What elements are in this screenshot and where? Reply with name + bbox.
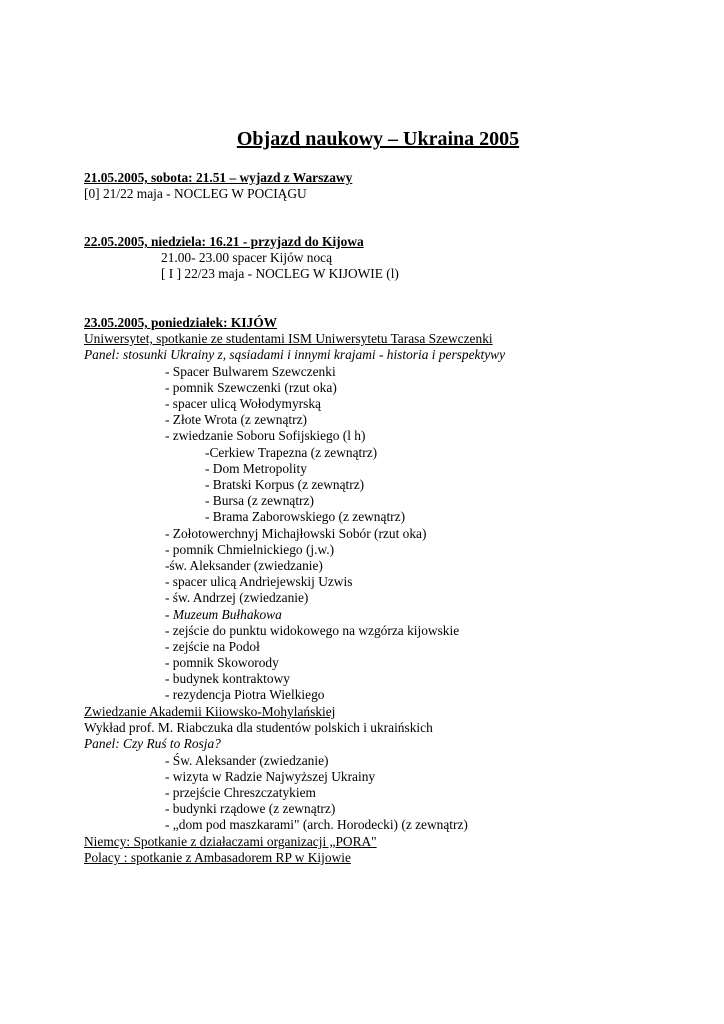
sub-list-item: - Bratski Korpus (z zewnątrz) bbox=[205, 477, 365, 492]
page-title: Objazd naukowy – Ukraina 2005 bbox=[236, 128, 520, 150]
list-item: - zejście do punktu widokowego na wzgórza kijowskie bbox=[165, 623, 460, 638]
list-item: - budynki rządowe (z zewnątrz) bbox=[165, 801, 336, 816]
list-item: - wizyta w Radzie Najwyższej Ukrainy bbox=[165, 769, 376, 784]
list-item: - pomnik Chmielnickiego (j.w.) bbox=[165, 542, 335, 557]
poles-meeting: Polacy : spotkanie z Ambasadorem RP w Kijowie bbox=[84, 850, 351, 865]
museum-dash: - bbox=[165, 607, 173, 622]
day1-heading: 21.05.2005, sobota: 21.51 – wyjazd z Warszawy bbox=[84, 170, 353, 185]
day2-night: [ I ] 22/23 maja - NOCLEG W KIJOWIE (l) bbox=[161, 266, 399, 281]
sub-list-item: - Dom Metropolity bbox=[205, 461, 307, 476]
list-item: - św. Andrzej (zwiedzanie) bbox=[165, 590, 309, 605]
list-item: - „dom pod maszkarami" (arch. Horodecki) (z zewnątrz) bbox=[165, 817, 468, 832]
museum-name: Muzeum Bułhakowa bbox=[172, 607, 282, 622]
lecture: Wykład prof. M. Riabczuka dla studentów polskich i ukraińskich bbox=[84, 720, 433, 735]
list-item: -św. Aleksander (zwiedzanie) bbox=[165, 558, 323, 573]
list-item: - spacer ulicą Andriejewskij Uzwis bbox=[165, 574, 353, 589]
list-item: - spacer ulicą Wołodymyrską bbox=[165, 396, 321, 411]
list-item: - Zołotowerchnyj Michajłowski Sobór (rzut oka) bbox=[165, 526, 427, 541]
list-item: - przejście Chreszczatykiem bbox=[165, 785, 316, 800]
panel-relations: Panel: stosunki Ukrainy z, sąsiadami i innymi krajami - historia i perspektywy bbox=[84, 347, 506, 362]
day1-night: [0] 21/22 maja - NOCLEG W POCIĄGU bbox=[84, 186, 307, 201]
germans-meeting: Niemcy: Spotkanie z działaczami organizacji „PORA" bbox=[84, 834, 377, 849]
list-item: - zejście na Podoł bbox=[165, 639, 260, 654]
list-item: - Spacer Bulwarem Szewczenki bbox=[165, 364, 336, 379]
list-item: - Św. Aleksander (zwiedzanie) bbox=[165, 753, 329, 768]
day2-walk: 21.00- 23.00 spacer Kijów nocą bbox=[161, 250, 333, 265]
list-item: - pomnik Szewczenki (rzut oka) bbox=[165, 380, 337, 395]
list-item: - Złote Wrota (z zewnątrz) bbox=[165, 412, 307, 427]
list-item: - rezydencja Piotra Wielkiego bbox=[165, 687, 325, 702]
university-meeting: Uniwersytet, spotkanie ze studentami ISM Uniwersytetu Tarasa Szewczenki bbox=[84, 331, 493, 346]
list-item: - budynek kontraktowy bbox=[165, 671, 290, 686]
academy-visit: Zwiedzanie Akademii Kiiowsko-Mohylańskiej bbox=[84, 704, 336, 719]
panel-rus: Panel: Czy Ruś to Rosja? bbox=[84, 736, 221, 751]
list-item: - zwiedzanie Soboru Sofijskiego (l h) bbox=[165, 428, 366, 443]
list-item-museum bbox=[165, 607, 282, 623]
day3-heading: 23.05.2005, poniedziałek: KIJÓW bbox=[84, 315, 278, 330]
list-item: - pomnik Skoworody bbox=[165, 655, 279, 670]
sub-list-item: -Cerkiew Trapezna (z zewnątrz) bbox=[205, 445, 378, 460]
sub-list-item: - Brama Zaborowskiego (z zewnątrz) bbox=[205, 509, 406, 524]
day2-heading: 22.05.2005, niedziela: 16.21 - przyjazd do Kijowa bbox=[84, 234, 364, 249]
sub-list-item: - Bursa (z zewnątrz) bbox=[205, 493, 314, 508]
